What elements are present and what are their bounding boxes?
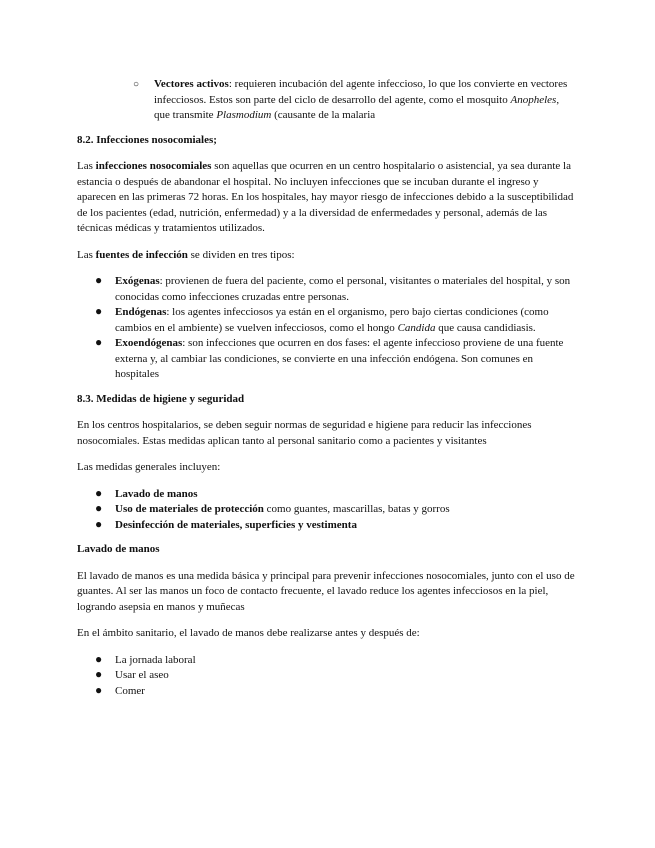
paragraph-lavado-intro: El lavado de manos es una medida básica y principal para prevenir infecciones nosocomiales, junto con el uso de guantes. Al ser las manos un foco de contacto frecuente, el lavado reduce los agentes infecciosos en la piel, logrando asepsia en manos y muñecas bbox=[77, 569, 575, 613]
list-item-usar-el-aseo: ● Usar el aseo bbox=[95, 667, 169, 681]
term-plasmodium: Plasmodium bbox=[216, 109, 272, 121]
paragraph-medidas-intro: En los centros hospitalarios, se deben seguir normas de seguridad e higiene para reducir las infecciones nosocomiales. Estas medidas aplican tanto al personal sanitario como a pacientes y visitantes bbox=[77, 419, 532, 447]
lavado-list bbox=[77, 653, 577, 700]
list-item-endogenas: ● Endógenas: los agentes infecciosos ya están en el organismo, pero bajo ciertas condiciones (como cambios en el ambiente) se vuelven infecciosos, como el hongo Candida que causa candidiasis. bbox=[95, 304, 549, 334]
list-item-lavado-de-manos: ● Lavado de manos bbox=[95, 485, 198, 500]
bullet-icon: ● bbox=[95, 304, 103, 318]
list-item-materiales-proteccion: ● Uso de materiales de protección como guantes, mascarillas, batas y gorros bbox=[95, 501, 450, 515]
term-vectores-activos: Vectores activos bbox=[154, 78, 229, 90]
bullet-icon: ● bbox=[95, 667, 103, 681]
list-item-exogenas: ● Exógenas: provienen de fuera del paciente, como el personal, visitantes o materiales del hospital, y son conocidas como infecciones cruzadas entre personas. bbox=[95, 273, 571, 303]
paragraph-lavado-cuando: En el ámbito sanitario, el lavado de manos debe realizarse antes y después de: bbox=[77, 627, 420, 639]
bullet-icon: ● bbox=[95, 501, 103, 515]
bullet-icon: ● bbox=[95, 335, 103, 349]
bullet-icon: ● bbox=[95, 516, 103, 531]
bullet-icon: ● bbox=[95, 651, 103, 666]
term-candida: Candida bbox=[397, 321, 436, 334]
bullet-icon: ● bbox=[95, 273, 103, 287]
section-heading-8-3: 8.3. Medidas de higiene y seguridad bbox=[77, 392, 245, 405]
paragraph-medidas-generales: Las medidas generales incluyen: bbox=[77, 461, 221, 473]
list-item-desinfeccion: ● Desinfección de materiales, superficies y vestimenta bbox=[95, 516, 357, 531]
section-heading-lavado-de-manos: Lavado de manos bbox=[77, 543, 160, 555]
term-anopheles: Anopheles bbox=[510, 93, 557, 106]
list-item-exoendogenas: ● Exoendógenas: son infecciones que ocurren en dos fases: el agente infeccioso proviene de una fuente externa y, al cambiar las condiciones, se convierte en una infección endógena. Son comunes en hospitales bbox=[95, 335, 564, 380]
section-heading-8-2: 8.2. Infecciones nosocomiales; bbox=[77, 133, 217, 146]
list-item-vectores-activos: ○ Vectores activos: requieren incubación del agente infeccioso, lo que los convierte en vectores infecciosos. Estos son parte del ciclo de desarrollo del agente, como el mosquito Anopheles, que transmite Plasmodium (causante de la malaria bbox=[133, 78, 568, 121]
document-page bbox=[77, 77, 577, 699]
list-item-jornada-laboral: ● La jornada laboral bbox=[95, 651, 196, 666]
paragraph-infecciones-nosocomiales: Las infecciones nosocomiales son aquellas que ocurren en un centro hospitalario o asistencial, ya sea durante la estancia o después de abandonar el hospital. No incluyen infecciones que se incuban durante el ingreso y aparecen en las primeras 72 horas. En los hospitales, hay mayor riesgo de infecciones debido a la susceptibilidad de los pacientes (edad, nutrición, enfermedad) y a la diversidad de enfermedades y personal, además de las técnicas médicas y tratamientos utilizados. bbox=[77, 160, 574, 234]
sources-list bbox=[77, 274, 577, 383]
bullet-icon: ● bbox=[95, 682, 103, 697]
circle-bullet-icon: ○ bbox=[133, 79, 140, 90]
paragraph-fuentes-infeccion: Las fuentes de infección se dividen en tres tipos: bbox=[77, 248, 295, 261]
measures-list bbox=[77, 487, 577, 534]
vectores-sublist bbox=[77, 77, 577, 124]
list-item-comer: ● Comer bbox=[95, 682, 145, 697]
bullet-icon: ● bbox=[95, 485, 103, 500]
